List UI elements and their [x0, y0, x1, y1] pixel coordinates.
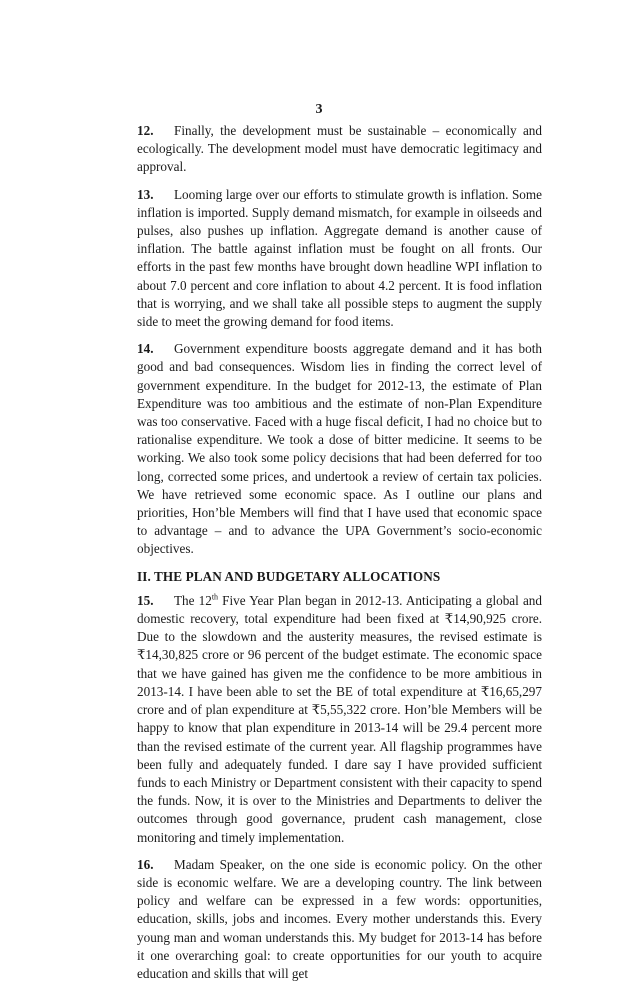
paragraph-16	[137, 856, 542, 983]
paragraph-text: Finally, the development must be sustainable – economically and ecologically. The development model must have democratic legitimacy and approval.	[137, 123, 542, 175]
paragraph-12	[137, 122, 542, 177]
paragraph-14	[137, 340, 542, 558]
paragraph-number: 15.	[137, 592, 154, 608]
paragraph-text: Madam Speaker, on the one side is economic policy. On the other side is economic welfare. We are a developing country. The link between policy and welfare can be expressed in a few words: opportunities, education, skills, jobs and incomes. Every mother understands this. Every young man and woman understands this. My budget for 2013-14 has before it one overarching goal: to create opportunities for our youth to acquire education and skills that will get	[137, 856, 542, 981]
paragraph-number: 12.	[137, 123, 154, 138]
paragraph-number: 14.	[137, 341, 154, 357]
paragraph-text: Looming large over our efforts to stimulate growth is inflation. Some inflation is imported. Supply demand mismatch, for example in oilseeds and pulses, also pushes up inflation. Aggregate demand is another cause of inflation. The battle against inflation must be fought on all fronts. Our efforts in the past few months have brought down headline WPI inflation to about 7.0 percent and core inflation to about 4.2 percent. It is food inflation that is worrying, and we shall take all possible steps to augment the supply side to meet the growing demand for food items.	[137, 186, 542, 330]
paragraph-13	[137, 186, 542, 332]
page-content	[137, 122, 542, 992]
page-number: 3	[315, 102, 323, 117]
ordinal-superscript: th	[211, 592, 219, 602]
section-heading: II. THE PLAN AND BUDGETARY ALLOCATIONS	[137, 568, 441, 584]
paragraph-text: Government expenditure boosts aggregate demand and it has both good and bad consequences. Wisdom lies in finding the correct level of government expenditure. In the budget for 2012-13, the estimate of Plan Expenditure was too ambitious and the estimate of non-Plan Expenditure was too conservative. Faced with a huge fiscal deficit, I had no choice but to rationalise expenditure. We took a dose of bitter medicine. It seems to be working. We also took some policy decisions that had been deferred for too long, corrected some prices, and undertook a review of certain tax policies. We have retrieved some economic space. As I outline our plans and priorities, Hon’ble Members will find that I have used that economic space to advantage – and to advance the UPA Government’s socio-economic objectives.	[137, 341, 542, 557]
paragraph-15	[137, 592, 542, 847]
paragraph-number: 13.	[137, 186, 154, 202]
paragraph-text-lead: The 12	[174, 592, 212, 608]
paragraph-number: 16.	[137, 856, 154, 872]
paragraph-text: Five Year Plan began in 2012-13. Anticipating a global and domestic recovery, total expenditure had been fixed at ₹14,90,925 crore. Due to the slowdown and the austerity measures, the revised estimate is ₹14,30,825 crore or 96 percent of the budget estimate. The economic space that we have gained has given me the confidence to be more ambitious in 2013-14. I have been able to set the BE of total expenditure at ₹16,65,297 crore and of plan expenditure at ₹5,55,322 crore. Hon’ble Members will be happy to know that plan expenditure in 2013-14 will be 29.4 percent more than the revised estimate of the current year. All flagship programmes have been fully and adequately funded. I dare say I have provided sufficient funds to each Ministry or Department consistent with their capacity to spend the funds. Now, it is over to the Ministries and Departments to deliver the outcomes through good governance, prudent cash management, close monitoring and timely implementation.	[137, 592, 542, 845]
